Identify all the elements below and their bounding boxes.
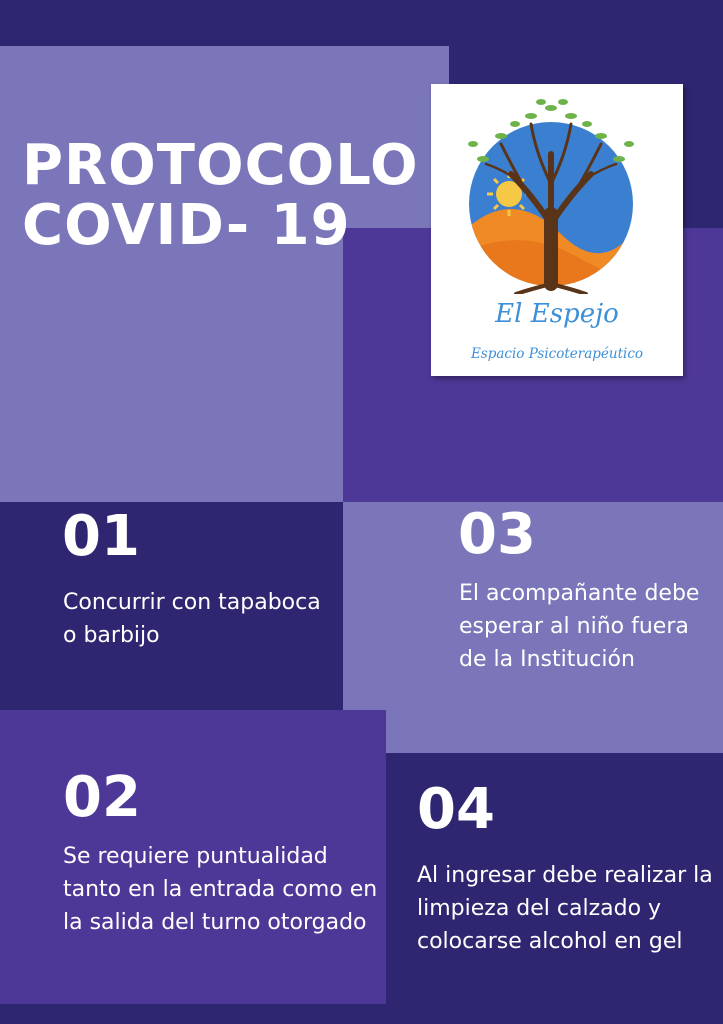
page-title	[22, 133, 419, 258]
item-04-number: 04	[417, 777, 495, 842]
item-03-number: 03	[458, 502, 536, 567]
logo-card	[431, 84, 683, 376]
item-03-text: El acompañante debe esperar al niño fuera de la Institución	[459, 581, 700, 672]
item-01-text: Concurrir con tapaboca o barbijo	[63, 590, 321, 648]
item-02-text: Se requiere puntualidad tanto en la entrada como en la salida del turno otorgado	[63, 844, 378, 935]
title-line-2: COVID- 19	[22, 193, 351, 258]
item-04-text: Al ingresar debe realizar la limpieza del calzado y colocarse alcohol en gel	[417, 863, 713, 954]
title-line-1: PROTOCOLO	[22, 133, 419, 198]
logo-name: El Espejo	[495, 299, 619, 329]
item-02-number: 02	[63, 765, 141, 830]
item-01-number: 01	[62, 504, 140, 569]
tree-sun-moon-logo-icon	[431, 84, 683, 294]
logo-subtitle: Espacio Psicoterapéutico	[470, 346, 644, 362]
